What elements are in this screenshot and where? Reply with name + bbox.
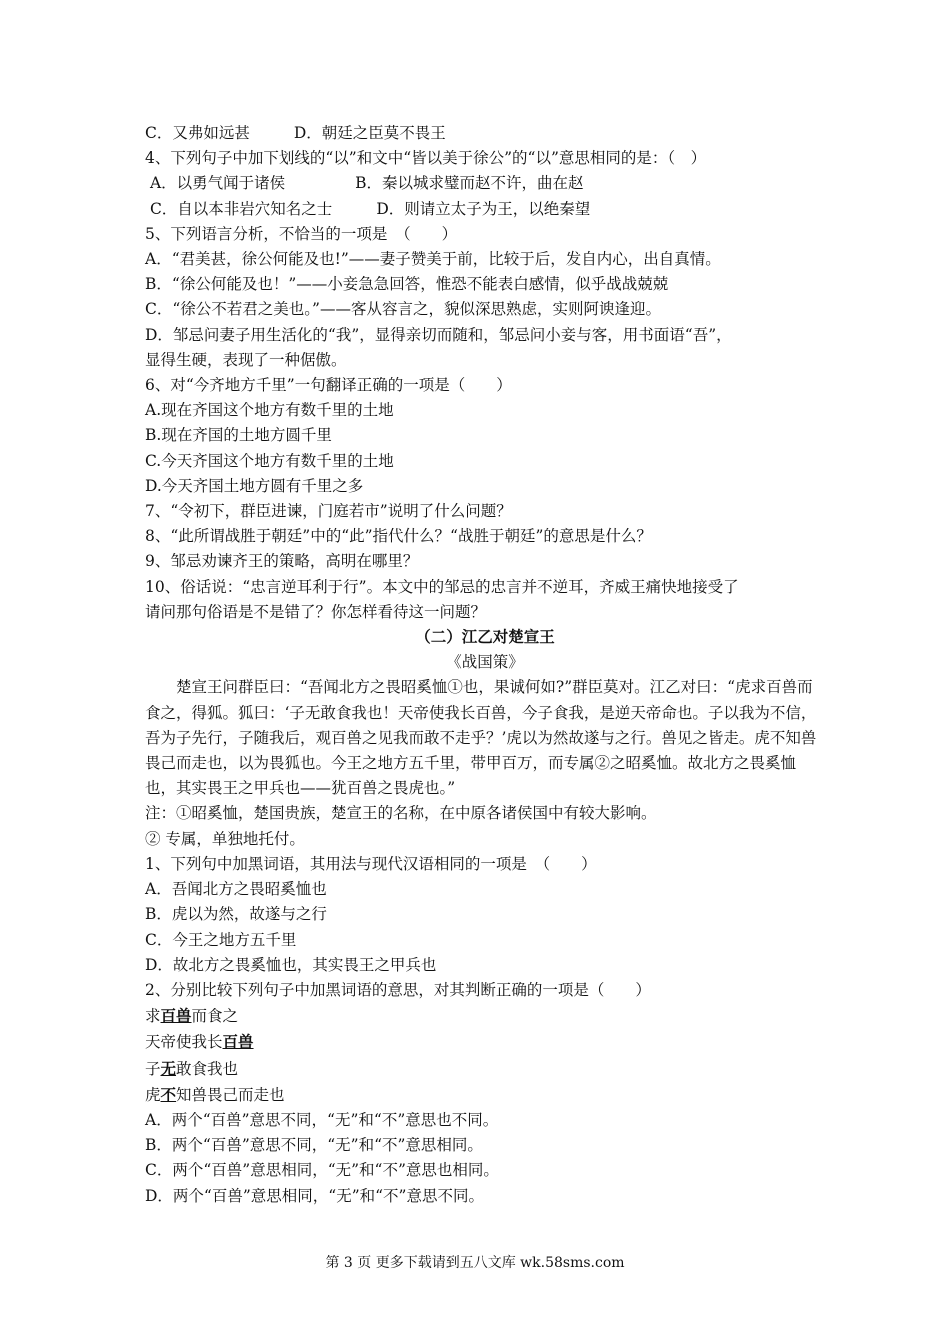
emphasized-word: 百兽 (222, 1032, 254, 1052)
option-c: C．“徐公不若君之美也。”——客从容言之，貌似深思熟虑，实则阿谀逢迎。 (145, 300, 661, 319)
question-10: 10、俗话说：“忠言逆耳利于行”。本文中的邹忌的忠言并不逆耳，齐威王痛快地接受了 (145, 577, 739, 596)
question-1: 1、下列句中加黑词语，其用法与现代汉语相同的一项是 （ ） (145, 854, 597, 873)
note-2: ② 专属，单独地托付。 (145, 829, 305, 848)
option-b: B．虎以为然，故遂与之行 (145, 905, 327, 924)
section-title: （二）江乙对楚宣王 (415, 628, 555, 647)
example-sentence: 子无敢食我也 (145, 1058, 239, 1078)
option-b: B．两个“百兽”意思不同，“无”和“不”意思相同。 (145, 1136, 483, 1155)
option-c: C．今王之地方五千里 (145, 930, 297, 949)
question-line: C．又弗如远甚 D．朝廷之臣莫不畏王 (145, 124, 446, 142)
emphasized-word: 百兽 (160, 1006, 192, 1026)
option-c: C.今天齐国这个地方有数千里的土地 (145, 451, 394, 470)
option-c: C．两个“百兽”意思相同，“无”和“不”意思也相同。 (145, 1161, 499, 1180)
option-d: D．故北方之畏奚恤也，其实畏王之甲兵也 (145, 955, 437, 974)
option-b: B．“徐公何能及也！”——小妾急急回答，惟恐不能表白感情，似乎战战兢兢 (145, 275, 669, 294)
option-d: D.今天齐国土地方圆有千里之多 (145, 476, 364, 495)
example-sentence: 求百兽而食之 (145, 1006, 239, 1026)
question-9: 9、邹忌劝谏齐王的策略，高明在哪里？ (145, 552, 419, 571)
page-content (145, 121, 825, 1209)
question-8: 8、“此所谓战胜于朝廷”中的“此”指代什么？“战胜于朝廷”的意思是什么？ (145, 527, 652, 546)
question-5: 5、下列语言分析，不恰当的一项是 （ ） (145, 224, 458, 243)
option-b: B.现在齐国的土地方圆千里 (145, 426, 332, 445)
example-sentence: 天帝使我长百兽 (145, 1032, 254, 1052)
option-d-continued: 显得生硬，表现了一种倨傲。 (145, 350, 347, 369)
question-2: 2、分别比较下列句子中加黑词语的意思，对其判断正确的一项是（ ） (145, 980, 651, 999)
question-6: 6、对“今齐地方千里”一句翻译正确的一项是（ ） (145, 376, 512, 395)
page-footer: 第 3 页 更多下载请到五八文库 wk.58sms.com (325, 1255, 625, 1271)
question-4: 4、下列句子中加下划线的“以”和文中“皆以美于徐公”的“以”意思相同的是：（ ） (145, 149, 707, 168)
option-a: A．两个“百兽”意思不同，“无”和“不”意思也不同。 (145, 1110, 499, 1129)
question-10-continued: 请问那句俗语是不是错了？你怎样看待这一问题？ (145, 602, 487, 621)
example-sentence: 虎不知兽畏己而走也 (145, 1084, 285, 1104)
option-d: D．两个“百兽”意思相同，“无”和“不”意思不同。 (145, 1186, 484, 1205)
section-source: 《战国策》 (446, 653, 524, 672)
option-a: A．吾闻北方之畏昭奚恤也 (145, 880, 327, 899)
question-7: 7、“令初下，群臣进谏，门庭若市”说明了什么问题？ (145, 502, 512, 521)
option-d: D．邹忌问妻子用生活化的“我”，显得亲切而随和，邹忌问小妾与客，用书面语“吾”， (145, 325, 732, 344)
option-a: A.现在齐国这个地方有数千里的土地 (145, 401, 394, 420)
emphasized-word: 无 (160, 1058, 177, 1078)
option-a: A．“君美甚，徐公何能及也!”——妻子赞美于前，比较于后，发自内心，出自真情。 (145, 250, 721, 269)
option-line: C．自以本非岩穴知名之士 D．则请立太子为王，以绝秦望 (149, 199, 591, 218)
emphasized-word: 不 (160, 1084, 177, 1104)
option-line: A．以勇气闻于诸侯 B．秦以城求璧而赵不许，曲在赵 (149, 174, 584, 193)
note-1: 注：①昭奚恤，楚国贵族，楚宣王的名称，在中原各诸侯国中有较大影响。 (145, 804, 657, 823)
passage: 楚宣王问群臣曰：“吾闻北方之畏昭奚恤①也，果诚何如?”群臣莫对。江乙对曰：“虎求百兽而食之，得狐。狐曰：‘子无敢食我也！天帝使我长百兽，今子食我，是逆天帝命也。子以我为不信，吾为子先行，子随我后，观百兽之见我而敢不走乎？’虎以为然故遂与之行。兽见之皆走。虎不知兽畏己而走也，以为畏狐也。今王之地方五千里，带甲百万，而专属②之昭奚恤。故北方之畏奚恤也，其实畏王之甲兵也——犹百兽之畏虎也。” (145, 678, 817, 798)
